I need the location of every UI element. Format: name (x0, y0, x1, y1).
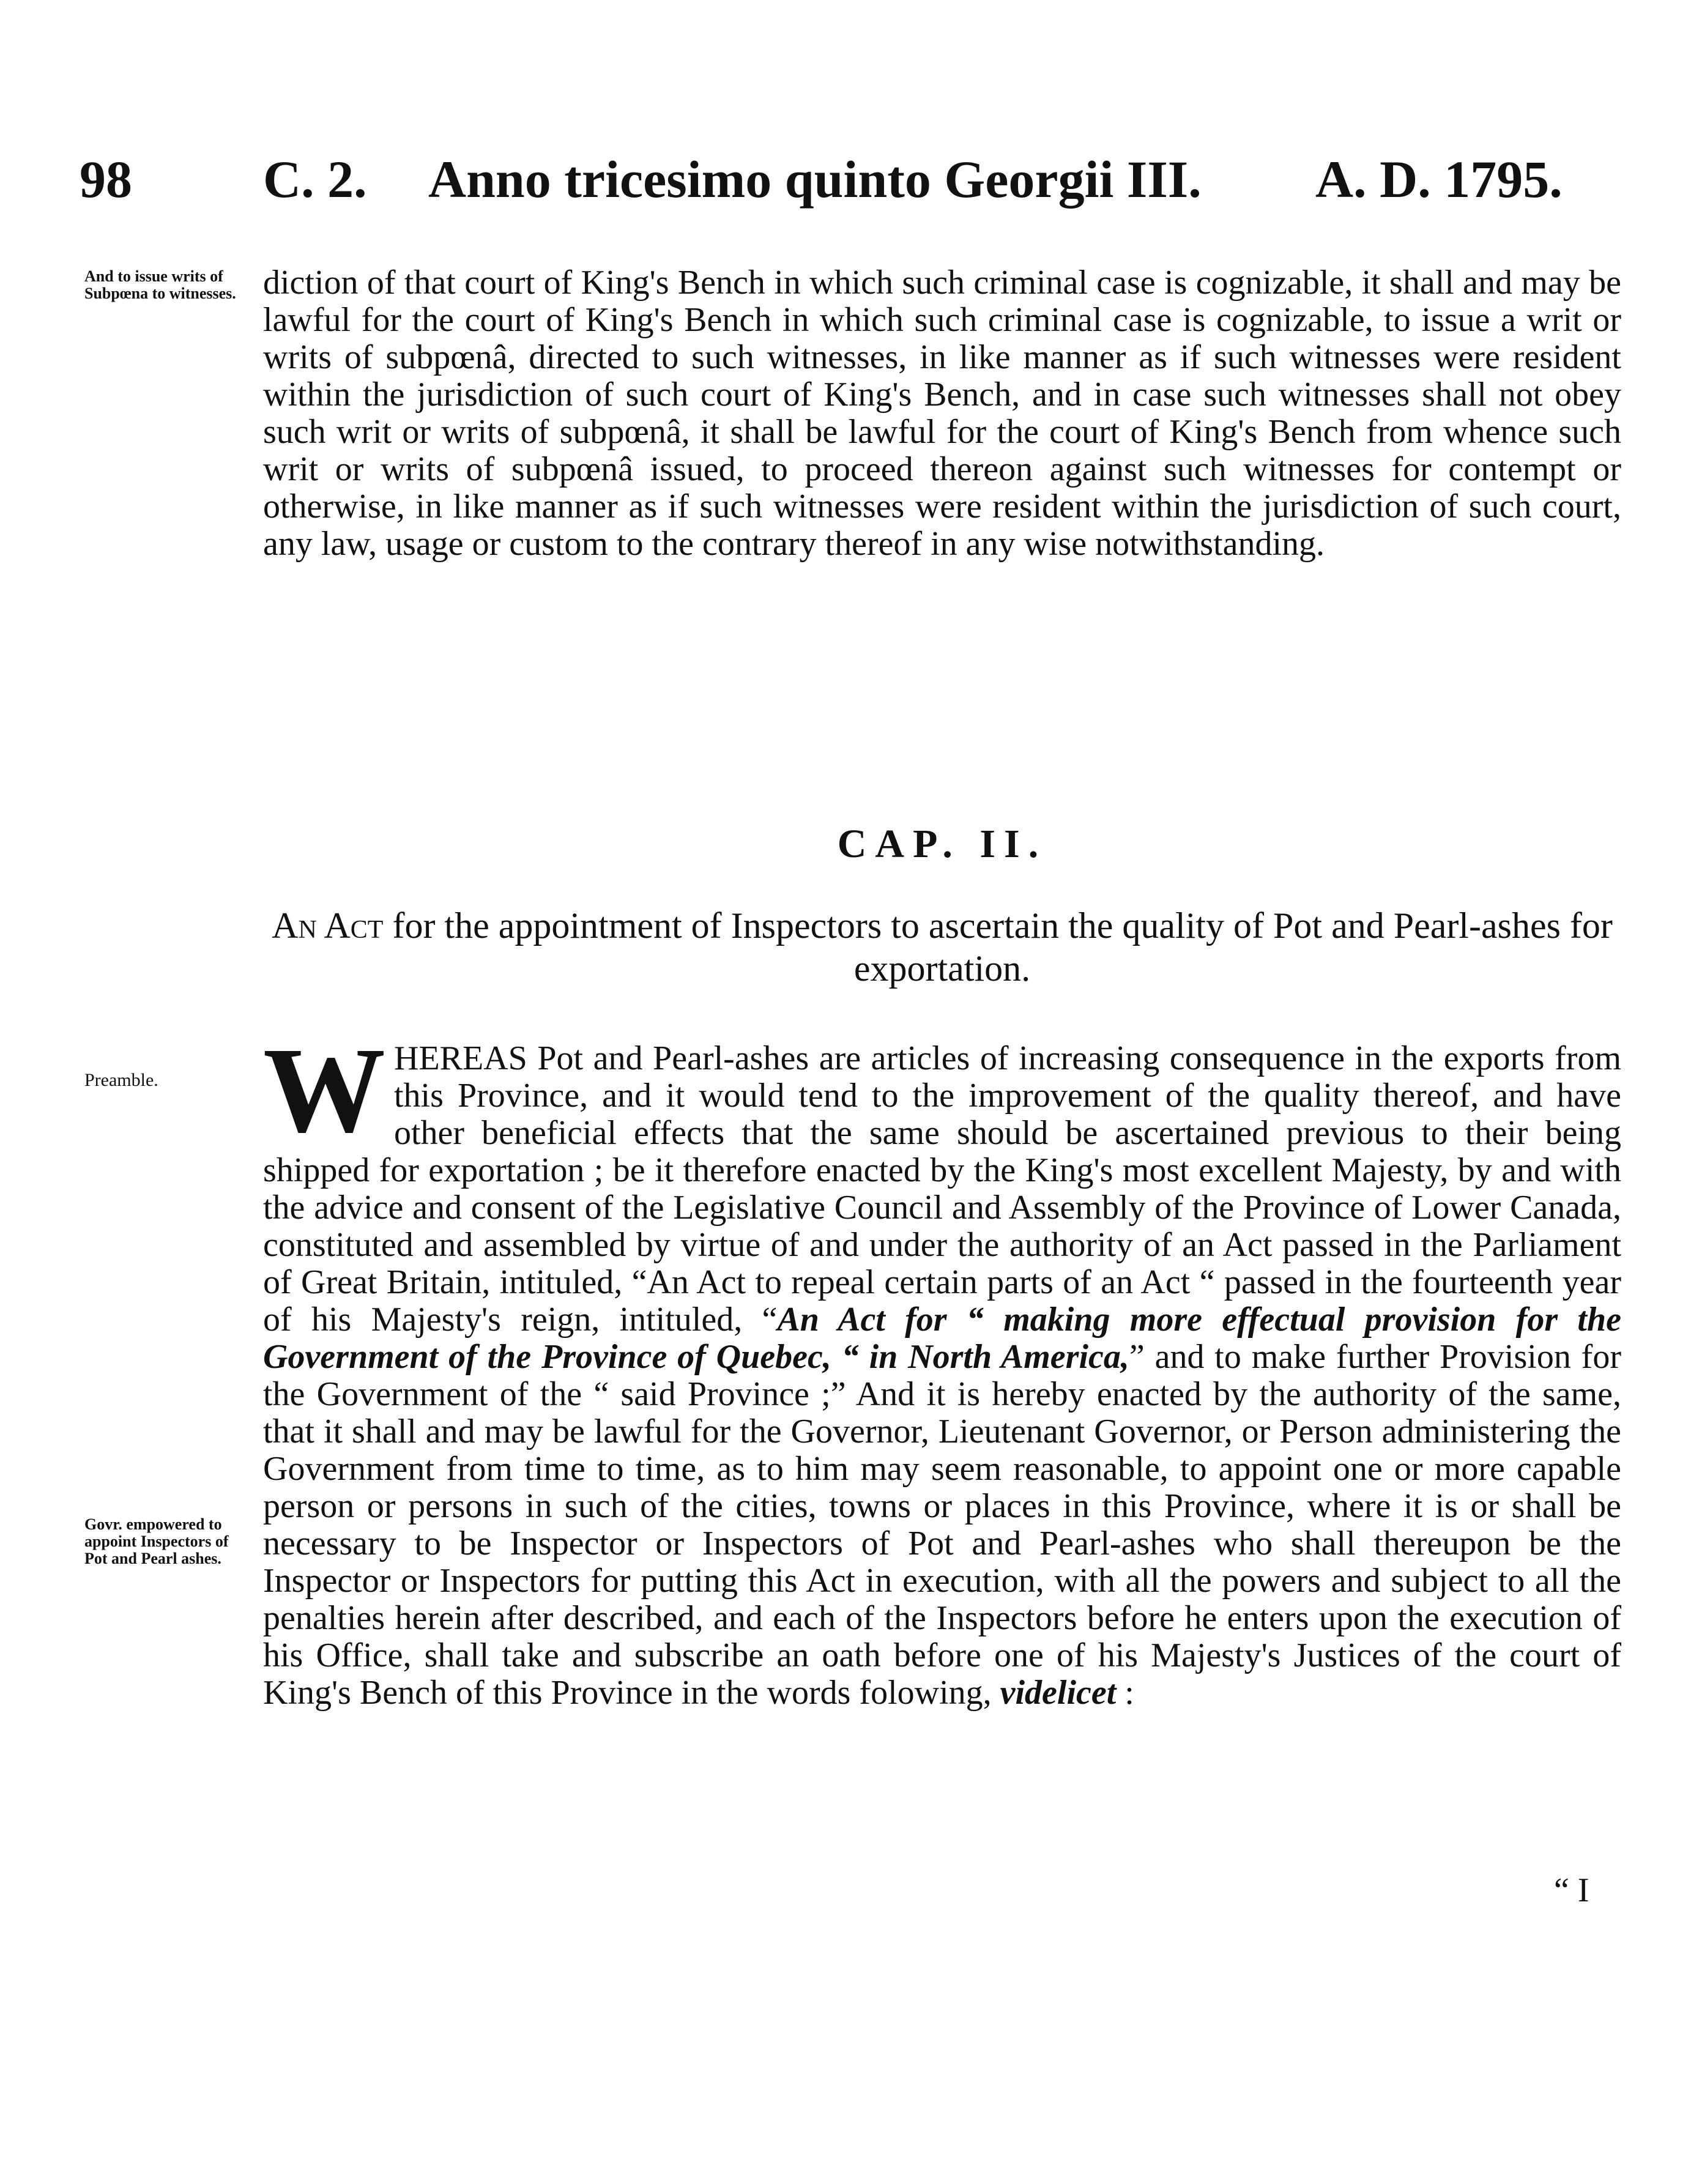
act-title-lead: An Act (272, 905, 384, 946)
videlicet: videlicet (1000, 1674, 1117, 1712)
margin-note-governor: Govr. empowered to appoint Inspectors of Pot and Pearl ashes. (84, 1515, 229, 1567)
margin-note-subpoena: And to issue writs of Subpœna to witnesses. (84, 267, 236, 302)
first-word: HEREAS (394, 1039, 527, 1077)
section-two-paragraph (263, 1023, 1621, 1712)
section-two-text-b: ” and to make further Provision for the Government of the “ said Province ;” And it is hereby enacted by the authority of the same, that it shall and may be lawful for the Governor, Lieutenant Governor, or Person administering the Government from time to time, as to him may seem reasonable, to appoint one or more capable person or persons in such of the cities, towns or places in this Province, where it is or shall be necessary to be Inspector or Inspectors of Pot and Pearl-ashes who shall thereupon be the Inspector or Inspectors for putting this Act in execution, with all the powers and subject to all the penalties herein after described, and each of the Inspectors before he enters upon the execution of his Office, shall take and subscribe an oath before one of his Majesty's Justices of the court of King's Bench of this Province in the words folowing, (263, 1338, 1621, 1712)
act-title (263, 904, 1621, 990)
running-title: Anno tricesimo quinto Georgii III. (428, 150, 1202, 209)
chapter-heading: CAP. II. (837, 822, 1047, 866)
margin-note-preamble: Preamble. (84, 1070, 158, 1090)
section-one-paragraph: diction of that court of King's Bench in which such criminal case is cognizable, it shall and may be lawful for the court of King's Bench in which such criminal case is cognizable, to issue a writ or writs of subpœnâ, directed to such witnesses, in like manner as if such witnesses were resident within the jurisdiction of such court of King's Bench, and in case such witnesses shall not obey such writ or writs of subpœnâ, it shall be lawful for the court of King's Bench from whence such writ or writs of subpœnâ issued, to proceed thereon against such witnesses for contempt or otherwise, in like manner as if such witnesses were resident within the jurisdiction of such court, any law, usage or custom to the contrary thereof in any wise notwithstanding. (263, 264, 1621, 563)
quoted-act-title: An Act for “ making more effectual provision for the Government of the Province of Quebec, “ in North America, (263, 1301, 1621, 1376)
drop-cap: W (263, 1023, 385, 1158)
section-two-text-a: Pot and Pearl-ashes are articles of increasing consequence in the exports from this Province, and it would tend to the improvement of the quality thereof, and have other beneficial effects that the same should be ascertained previous to their being shipped for exportation ; be it therefore enacted by the King's most excellent Majesty, by and with the advice and consent of the Legislative Council and Assembly of the Province of Lower Canada, constituted and assembled by virtue of and under the authority of an Act passed in the Parliament of Great Britain, intituled, “An Act to repeal certain parts of an Act “ passed in the fourteenth year of his Majesty's reign, intituled, “ (263, 1039, 1621, 1339)
running-head (80, 146, 1633, 213)
chapter-number: C. 2. (263, 150, 367, 209)
running-year: A. D. 1795. (1315, 150, 1563, 209)
act-title-rest: for the appointment of Inspectors to ascertain the quality of Pot and Pearl-ashes for exportation. (383, 905, 1613, 989)
catchword: “ I (1554, 1871, 1589, 1909)
section-two-text-c: : (1116, 1674, 1134, 1712)
page-number: 98 (80, 150, 132, 209)
